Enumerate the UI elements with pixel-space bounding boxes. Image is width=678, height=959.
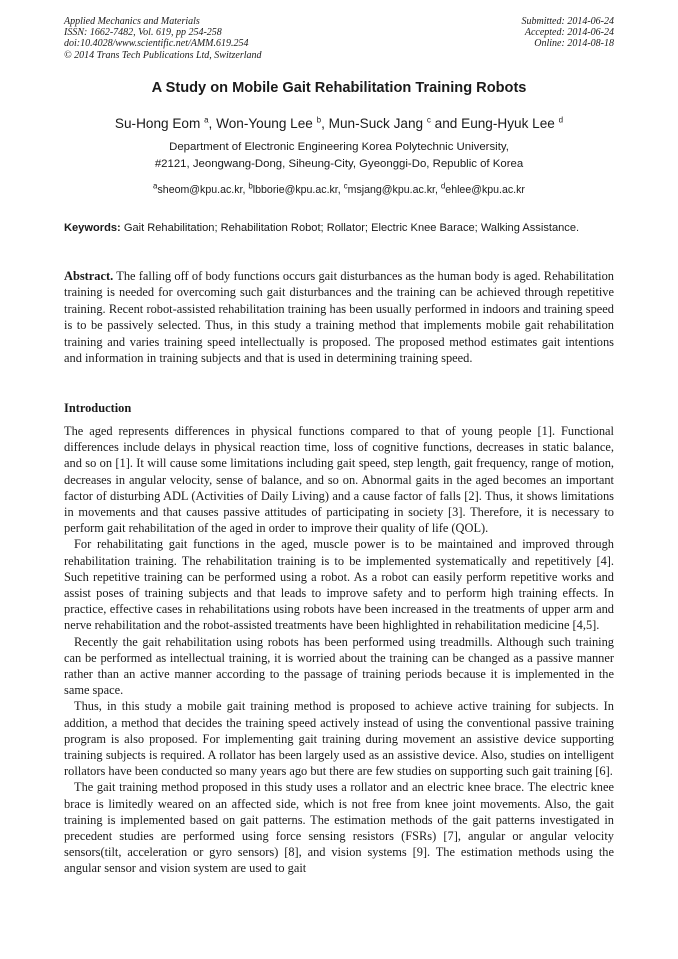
journal-copyright: © 2014 Trans Tech Publications Ltd, Switzerland — [64, 49, 262, 61]
keywords — [64, 221, 614, 236]
author-list: Su-Hong Eom $^a$, Won-Young Lee $^b$, Mun-Suck Jang $^c$ and Eung-Hyuk Lee $^d$ — [114, 115, 564, 131]
author-sup: d — [558, 115, 564, 125]
keywords-label: Keywords: — [64, 222, 121, 234]
body-paragraph: Recently the gait rehabilitation using robots has been performed using treadmills. Although such training can be performed as intellectual training, it is worried about the training can be changed as a passive manner rather than an active manner according to the passage of training periods because it is implemented in the same space. — [64, 634, 614, 698]
affiliation — [0, 139, 678, 172]
email-link[interactable]: ehlee@kpu.ac.kr — [445, 184, 525, 196]
introduction-body — [64, 423, 614, 943]
email-sup: a — [153, 181, 158, 191]
journal-name: Applied Mechanics and Materials — [64, 16, 200, 27]
email-sup: c — [343, 181, 348, 191]
email-link[interactable]: msjang@kpu.ac.kr — [347, 184, 435, 196]
abstract-text: The falling off of body functions occurs gait disturbances as the human body is aged. Rehabilitation training is needed for overcoming such gait disturbances and the training can be achieved through repetitive training. Recent robot-assisted rehabilitation training has been usually performed in indoors and training speed is to be passively selected. Thus, in this study a training method that implements mobile gait rehabilitation training and varies training speed intellectually is proposed. The proposed method estimates gait intentions and information in training subjects and that is used in determining training speed. — [64, 269, 615, 366]
affiliation-line: #2121, Jeongwang-Dong, Siheung-City, Gyeonggi-Do, Republic of Korea — [154, 157, 524, 170]
body-paragraph: Thus, in this study a mobile gait training method is proposed to achieve active training for subjects. In addition, a method that decides the training speed actively instead of using the conventional passive training program is also proposed. For implementing gait training during movement an assistive device supporting training subjects is required. A rollator has been largely used as an assistive device. Also, studies on intelligent rollators have been conducted so many years ago but there are few studies on supporting such gait training [6]. — [64, 699, 614, 779]
email-list: $^a$sheom@kpu.ac.kr, $^b$lbborie@kpu.ac.kr, $^c$msjang@kpu.ac.kr, $^d$ehlee@kpu.ac.kr — [153, 181, 525, 196]
body-paragraph: The aged represents differences in physical functions compared to that of young people [1]. Functional differences include delays in physical reaction time, loss of cognitive functions, decreases in static balance, and so on [1]. It will cause some limitations including gait speed, step length, gait frequency, range of motion, decreases in angular velocity, sense of balance, and so on. Abnormal gaits in the aged becomes an important factor of disturbing ADL (Activities of Daily Living) and a cause factor of falls [2]. Thus, it shows limitations in movements and that causes passive attitudes of participating in society [3]. Therefore, it is necessary to perform gait rehabilitation of the aged in order to improve their quality of life (QOL). — [64, 424, 614, 536]
body-paragraph: The gait training method proposed in this study uses a rollator and an electric knee brace. The electric knee brace is limitedly weared on an affected side, which is not free from knee joint movements. Also, the gait training is implemented based on gait patterns. The estimation methods of the gait patterns investigated in precedent studies are performed using force sensing resistors (FSRs) [7], angular or angular velocity sensors(tilt, acceleration or gyro sensors) [8], and vision systems [9]. The estimation methods using the angular sensor and vision system are used to gait — [64, 780, 614, 876]
email-sup: b — [248, 181, 253, 191]
online-date: Online: 2014-08-18 — [534, 38, 614, 50]
author-name: Eung-Hyuk Lee — [461, 116, 555, 131]
keywords-text: Gait Rehabilitation; Rehabilitation Robot; Rollator; Electric Knee Barace; Walking Assistance. — [123, 222, 580, 234]
abstract-label: Abstract. — [64, 269, 114, 283]
email-sup: d — [440, 181, 446, 191]
journal-info — [64, 16, 262, 61]
submitted-date: Submitted: 2014-06-24 — [521, 16, 614, 27]
journal-doi: doi:10.4028/www.scientific.net/AMM.619.254 — [64, 38, 249, 50]
publication-dates — [522, 16, 615, 50]
email-link[interactable]: lbborie@kpu.ac.kr — [252, 184, 338, 196]
paper-title: A Study on Mobile Gait Rehabilitation Training Robots — [151, 80, 527, 96]
author-name: Su-Hong Eom — [114, 116, 201, 131]
author-sup: c — [426, 115, 431, 125]
abstract — [64, 268, 614, 366]
author-name: Won-Young Lee — [216, 116, 313, 131]
affiliation-line: Department of Electronic Engineering Korea Polytechnic University, — [169, 141, 509, 153]
author-sup: b — [316, 115, 322, 125]
email-link[interactable]: sheom@kpu.ac.kr — [157, 184, 243, 196]
author-name: Mun-Suck Jang — [328, 116, 424, 131]
journal-issn: ISSN: 1662-7482, Vol. 619, pp 254-258 — [64, 27, 222, 39]
body-paragraph: For rehabilitating gait functions in the aged, muscle power is to be maintained and improved through rehabilitation training. The rehabilitation training is to be implemented systematically and repetitively [4]. Such repetitive training can be performed using a robot. As a robot can easily perform repetitive works and assist poses of training subjects and that leads to improve safety and to perform high training effects. In practice, effective cases in rehabilitations using robots have been increased in the treatments of upper arm and nerve rehabilitation and the robot-assisted treatments have been highlighted in rehabilitation medicine [4,5]. — [64, 537, 614, 633]
author-sup: a — [204, 115, 209, 125]
accepted-date: Accepted: 2014-06-24 — [524, 27, 614, 39]
section-heading-introduction: Introduction — [64, 401, 132, 415]
